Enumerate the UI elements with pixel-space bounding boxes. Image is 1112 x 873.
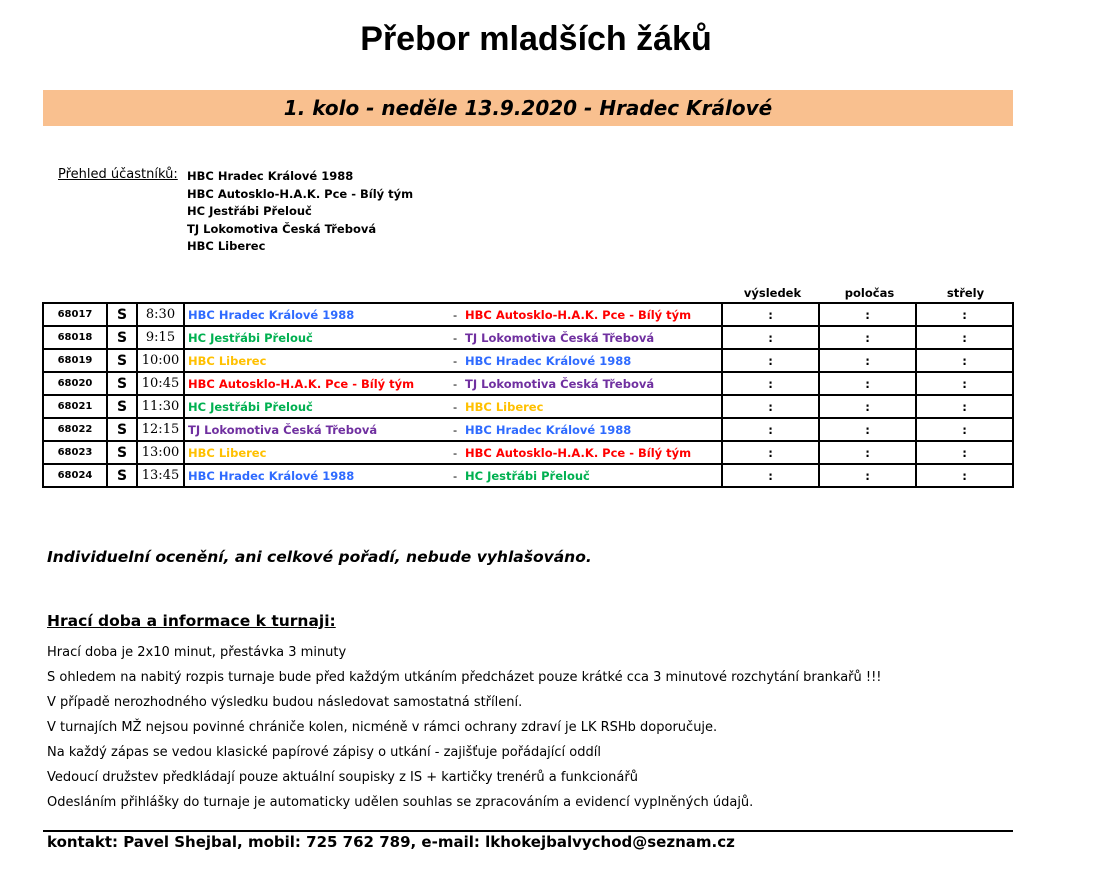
header-result: výsledek — [743, 286, 802, 300]
halftime-cell: : — [819, 326, 916, 349]
participants-label: Přehled účastníků: — [58, 167, 178, 182]
match-teams — [184, 349, 722, 372]
match-time: 12:15 — [137, 418, 184, 441]
home-team: HC Jestřábi Přelouč — [188, 331, 313, 345]
participant: HC Jestřábi Přelouč — [187, 204, 312, 218]
dash: - — [453, 469, 458, 483]
match-category: S — [107, 326, 137, 349]
shots-cell: : — [916, 372, 1013, 395]
participant: TJ Lokomotiva Česká Třebová — [187, 221, 377, 236]
away-team: HBC Hradec Králové 1988 — [465, 423, 632, 437]
match-time: 10:45 — [137, 372, 184, 395]
match-row — [43, 395, 1013, 418]
match-id: 68024 — [43, 464, 107, 487]
dash: - — [453, 423, 458, 437]
match-id: 68022 — [43, 418, 107, 441]
home-team: HBC Autosklo-H.A.K. Pce - Bílý tým — [188, 377, 415, 391]
match-category: S — [107, 372, 137, 395]
match-time: 11:30 — [137, 395, 184, 418]
away-team: HBC Autosklo-H.A.K. Pce - Bílý tým — [465, 308, 692, 322]
shots-cell: : — [916, 349, 1013, 372]
match-time: 13:00 — [137, 441, 184, 464]
round-banner: 1. kolo - neděle 13.9.2020 - Hradec Králové — [43, 90, 1013, 126]
halftime-cell: : — [819, 395, 916, 418]
match-category: S — [107, 349, 137, 372]
match-id: 68023 — [43, 441, 107, 464]
info-line: V případě nerozhodného výsledku budou následovat samostatná střílení. — [47, 695, 523, 710]
match-id: 68020 — [43, 372, 107, 395]
result-cell: : — [722, 326, 819, 349]
info-list — [47, 640, 882, 815]
match-category: S — [107, 395, 137, 418]
match-teams — [184, 418, 722, 441]
match-category: S — [107, 464, 137, 487]
away-team: HBC Hradec Králové 1988 — [465, 354, 632, 368]
info-line: Vedoucí družstev předkládají pouze aktuální soupisky z IS + kartičky trenérů a funkcionářů — [47, 770, 638, 785]
halftime-cell: : — [819, 349, 916, 372]
dash: - — [453, 331, 458, 345]
match-time: 8:30 — [137, 303, 184, 326]
contact-line: kontakt: Pavel Shejbal, mobil: 725 762 789, e-mail: lkhokejbalvychod@seznam.cz — [47, 833, 735, 851]
dash: - — [453, 377, 458, 391]
shots-cell: : — [916, 303, 1013, 326]
halftime-cell: : — [819, 441, 916, 464]
match-id: 68018 — [43, 326, 107, 349]
home-team: TJ Lokomotiva Česká Třebová — [188, 423, 378, 437]
result-cell: : — [722, 418, 819, 441]
shots-cell: : — [916, 418, 1013, 441]
shots-cell: : — [916, 464, 1013, 487]
away-team: HBC Autosklo-H.A.K. Pce - Bílý tým — [465, 446, 692, 460]
info-line: Hrací doba je 2x10 minut, přestávka 3 minuty — [47, 645, 347, 660]
halftime-cell: : — [819, 464, 916, 487]
divider — [43, 830, 1013, 832]
match-row — [43, 326, 1013, 349]
info-heading: Hrací doba a informace k turnaji: — [47, 612, 336, 630]
match-category: S — [107, 418, 137, 441]
participant: HBC Autosklo-H.A.K. Pce - Bílý tým — [187, 186, 414, 201]
participant: HBC Liberec — [187, 239, 266, 253]
match-row — [43, 349, 1013, 372]
result-cell: : — [722, 464, 819, 487]
halftime-cell: : — [819, 372, 916, 395]
match-row — [43, 464, 1013, 487]
info-line: Na každý zápas se vedou klasické papírové zápisy o utkání - zajišťuje pořádající oddíl — [47, 745, 601, 760]
match-category: S — [107, 441, 137, 464]
info-line: V turnajích MŽ nejsou povinné chrániče kolen, nicméně v rámci ochrany zdraví je LK RSHb doporučuje. — [47, 720, 718, 735]
result-cell: : — [722, 395, 819, 418]
match-id: 68021 — [43, 395, 107, 418]
result-cell: : — [722, 372, 819, 395]
participants-list — [187, 168, 413, 256]
result-cell: : — [722, 349, 819, 372]
result-cell: : — [722, 441, 819, 464]
home-team: HC Jestřábi Přelouč — [188, 400, 313, 414]
match-id: 68019 — [43, 349, 107, 372]
shots-cell: : — [916, 395, 1013, 418]
dash: - — [453, 400, 458, 414]
match-teams — [184, 395, 722, 418]
match-teams — [184, 441, 722, 464]
match-teams — [184, 372, 722, 395]
participant: HBC Hradec Králové 1988 — [187, 169, 354, 183]
halftime-cell: : — [819, 418, 916, 441]
shots-cell: : — [916, 326, 1013, 349]
dash: - — [453, 354, 458, 368]
match-row — [43, 372, 1013, 395]
header-shots: střely — [946, 286, 985, 300]
home-team: HBC Liberec — [188, 354, 267, 368]
page-title: Přebor mladších žáků — [360, 20, 712, 58]
match-row — [43, 418, 1013, 441]
home-team: HBC Liberec — [188, 446, 267, 460]
match-category: S — [107, 303, 137, 326]
match-teams — [184, 326, 722, 349]
home-team: HBC Hradec Králové 1988 — [188, 308, 355, 322]
shots-cell: : — [916, 441, 1013, 464]
awards-note: Individuelní ocenění, ani celkové pořadí, nebude vyhlašováno. — [47, 548, 592, 566]
halftime-cell: : — [819, 303, 916, 326]
home-team: HBC Hradec Králové 1988 — [188, 469, 355, 483]
match-time: 10:00 — [137, 349, 184, 372]
match-time: 9:15 — [137, 326, 184, 349]
away-team: HC Jestřábi Přelouč — [465, 469, 590, 483]
dash: - — [453, 308, 458, 322]
match-teams — [184, 464, 722, 487]
away-team: HBC Liberec — [465, 400, 544, 414]
match-teams — [184, 303, 722, 326]
match-row — [43, 303, 1013, 326]
match-time: 13:45 — [137, 464, 184, 487]
away-team: TJ Lokomotiva Česká Třebová — [465, 331, 655, 345]
schedule-table — [42, 302, 1014, 488]
dash: - — [453, 446, 458, 460]
match-id: 68017 — [43, 303, 107, 326]
info-line: Odesláním přihlášky do turnaje je automaticky udělen souhlas se zpracováním a evidencí vyplněných údajů. — [47, 795, 754, 810]
header-halftime: poločas — [844, 286, 895, 300]
result-cell: : — [722, 303, 819, 326]
away-team: TJ Lokomotiva Česká Třebová — [465, 377, 655, 391]
info-line: S ohledem na nabitý rozpis turnaje bude před každým utkáním předcházet pouze krátké cca 3 minutové rozchytání brankařů !!! — [47, 670, 882, 685]
match-row — [43, 441, 1013, 464]
